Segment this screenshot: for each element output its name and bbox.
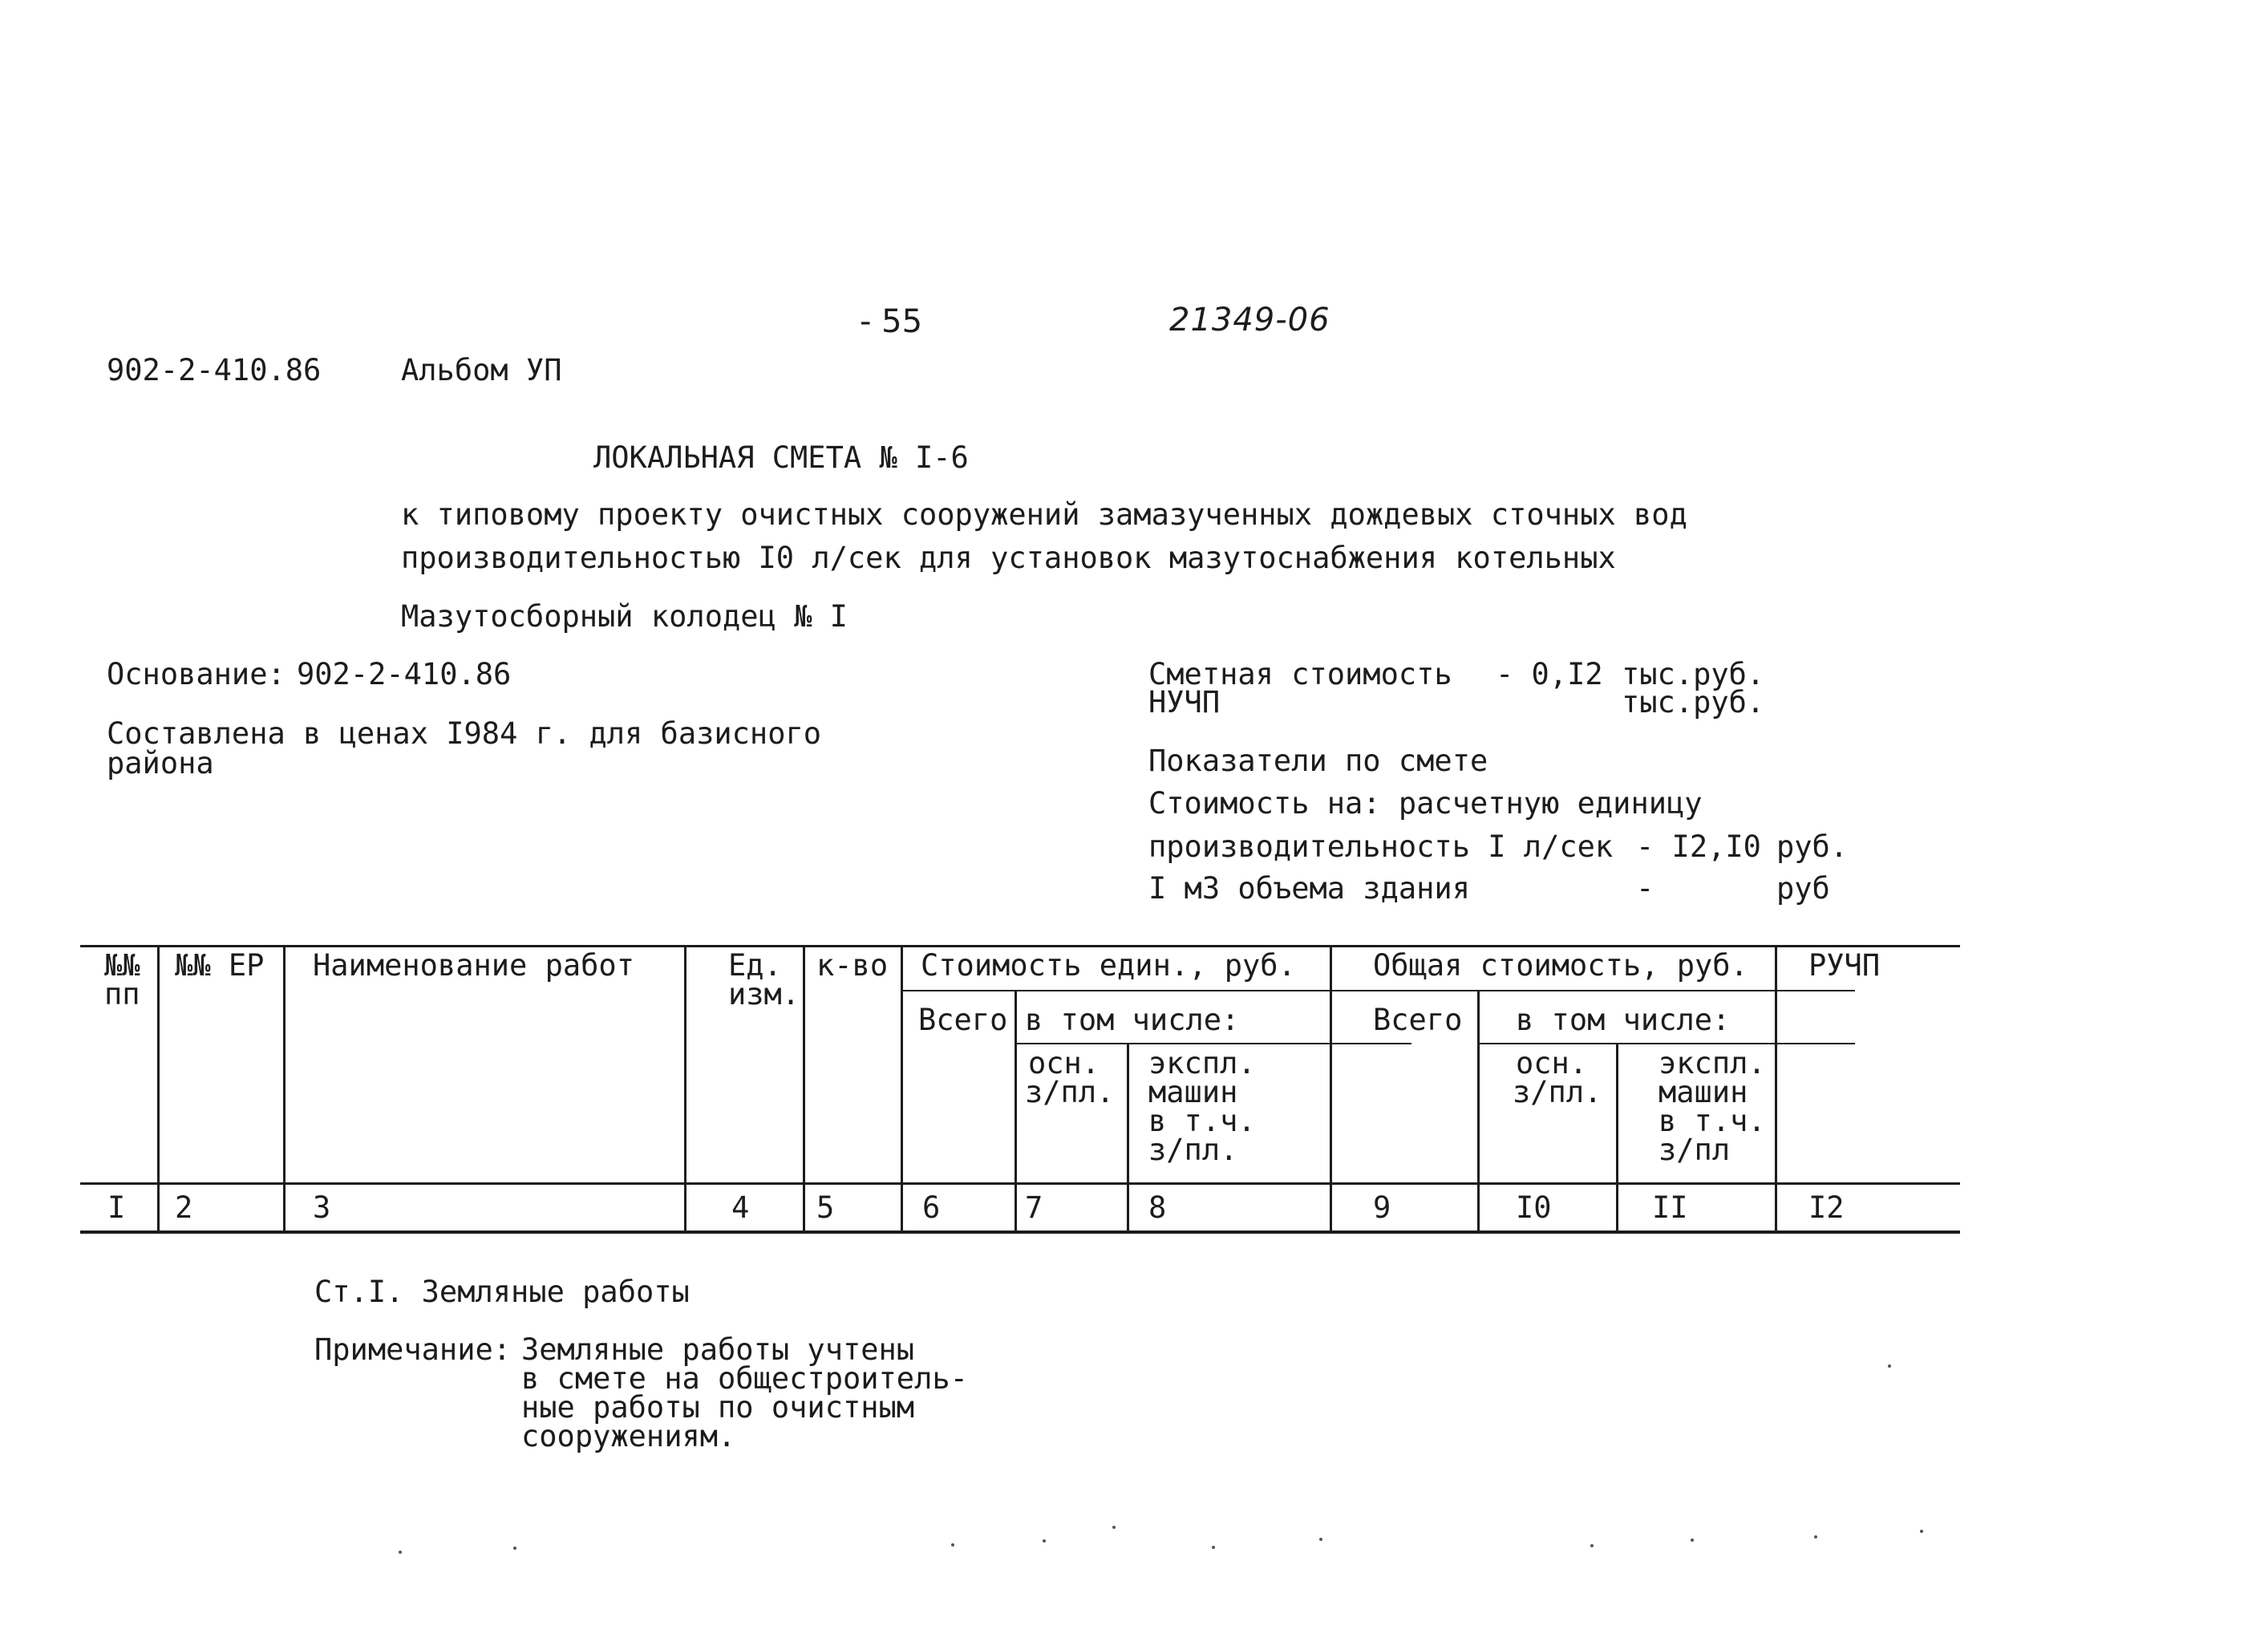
header-work-name: Наименование работ xyxy=(313,948,634,983)
album-label: Альбом УП xyxy=(401,353,562,387)
column-number: I2 xyxy=(1808,1190,1845,1225)
title-line-1: к типовому проекту очистных сооружений замазученных дождевых сточных вод xyxy=(401,497,1687,532)
estimate-table-header xyxy=(80,945,1960,1238)
volume-value: - xyxy=(1636,871,1654,906)
header-machine-1-line3: в т.ч. xyxy=(1148,1104,1256,1138)
column-number: 3 xyxy=(313,1190,331,1225)
scan-speck xyxy=(1043,1539,1046,1543)
rule-incl-1 xyxy=(1015,1043,1411,1044)
col-divider xyxy=(901,945,903,1234)
header-machine-1-line1: экспл. xyxy=(1148,1046,1256,1080)
column-number: 6 xyxy=(922,1190,941,1225)
column-number: 4 xyxy=(731,1190,750,1225)
header-base-wage-1-line1: осн. xyxy=(1028,1046,1100,1080)
scan-speck xyxy=(951,1543,954,1547)
rule-table-bottom xyxy=(80,1230,1960,1234)
section-title: Ст.I. Земляные работы xyxy=(314,1275,690,1309)
estimate-cost-value: - 0,I2 xyxy=(1496,657,1603,691)
column-number: 9 xyxy=(1373,1190,1391,1225)
header-ruchp: РУЧП xyxy=(1808,948,1881,983)
scan-speck xyxy=(399,1551,402,1554)
header-total-cost: Общая стоимость, руб. xyxy=(1373,948,1748,983)
col-divider xyxy=(283,945,286,1234)
header-num-line2: пп xyxy=(104,977,140,1012)
col-divider xyxy=(1477,990,1480,1234)
prices-line-1: Составлена в ценах I984 г. для базисного xyxy=(107,716,822,751)
header-machine-2-line2: машин xyxy=(1658,1075,1748,1109)
column-number: 8 xyxy=(1148,1190,1167,1225)
title-line-2: производительностью I0 л/сек для установок мазутоснабжения котельных xyxy=(401,541,1616,575)
capacity-value: - I2,I0 xyxy=(1636,829,1761,864)
nuchp-unit: тыс.руб. xyxy=(1622,685,1765,720)
column-number: 7 xyxy=(1025,1190,1043,1225)
capacity-label: производительность I л/сек xyxy=(1148,829,1614,864)
column-number: I0 xyxy=(1516,1190,1552,1225)
col-divider xyxy=(1015,990,1017,1234)
scan-speck xyxy=(513,1547,516,1550)
header-base-wage-2-line1: осн. xyxy=(1516,1046,1588,1080)
column-number: II xyxy=(1652,1190,1688,1225)
scan-speck xyxy=(1212,1546,1215,1549)
col-divider xyxy=(1330,945,1332,1234)
volume-label: I м3 объема здания xyxy=(1148,871,1470,906)
header-unit-line2: изм. xyxy=(728,977,800,1012)
header-er: №№ ЕР xyxy=(175,948,265,983)
basis-label: Основание: xyxy=(107,657,286,691)
column-number: 2 xyxy=(175,1190,193,1225)
header-num-line1: №№ xyxy=(104,948,140,983)
header-base-wage-1-line2: з/пл. xyxy=(1025,1075,1115,1109)
header-base-wage-2-line2: з/пл. xyxy=(1513,1075,1602,1109)
table-top-rule xyxy=(80,945,1960,947)
estimate-cost-unit: тыс.руб. xyxy=(1622,657,1765,691)
header-machine-2-line1: экспл. xyxy=(1658,1046,1766,1080)
col-divider xyxy=(1775,945,1777,1234)
object-name: Мазутосборный колодец № I xyxy=(401,599,848,634)
scan-speck xyxy=(1691,1539,1694,1542)
column-number: I xyxy=(107,1190,126,1225)
cost-per-unit-label: Стоимость на: расчетную единицу xyxy=(1148,786,1703,821)
header-quantity: к-во xyxy=(816,948,889,983)
header-machine-1-line4: з/пл. xyxy=(1148,1133,1238,1167)
header-unit-cost: Стоимость един., руб. xyxy=(921,948,1296,983)
estimate-cost-label: Сметная стоимость xyxy=(1148,657,1452,691)
col-divider xyxy=(1127,1043,1129,1234)
rule-group-subheader xyxy=(901,990,1855,991)
header-including-1: в том числе: xyxy=(1025,1003,1240,1037)
note-line: в смете на общестроитель- xyxy=(521,1361,968,1396)
note-line: ные работы по очистным xyxy=(521,1390,915,1425)
header-including-2: в том числе: xyxy=(1516,1003,1731,1037)
capacity-unit: руб. xyxy=(1776,829,1849,864)
note-line: Земляные работы учтены xyxy=(521,1332,915,1367)
header-machine-2-line3: в т.ч. xyxy=(1658,1104,1766,1138)
header-total-2: Всего xyxy=(1373,1003,1463,1037)
note-label: Примечание: xyxy=(314,1332,512,1367)
rule-incl-2 xyxy=(1477,1043,1855,1044)
prices-line-2: района xyxy=(107,746,214,780)
scan-speck xyxy=(1888,1364,1891,1368)
scan-speck xyxy=(1590,1544,1594,1547)
col-divider xyxy=(803,945,805,1234)
column-number: 5 xyxy=(816,1190,835,1225)
rule-header-bottom xyxy=(80,1182,1960,1185)
header-unit-line1: Ед. xyxy=(728,948,782,983)
col-divider xyxy=(157,945,160,1234)
scan-speck xyxy=(1112,1526,1116,1529)
page-number: - 55 xyxy=(860,303,923,340)
volume-unit: руб xyxy=(1776,871,1830,906)
header-machine-2-line4: з/пл xyxy=(1658,1133,1731,1167)
handwritten-archive-number: 21349-06 xyxy=(1169,302,1330,339)
scan-speck xyxy=(1920,1530,1923,1533)
header-total-1: Всего xyxy=(918,1003,1008,1037)
nuchp-label: НУЧП xyxy=(1148,685,1221,720)
indicators-label: Показатели по смете xyxy=(1148,744,1488,778)
scan-speck xyxy=(1814,1535,1817,1539)
header-machine-1-line2: машин xyxy=(1148,1075,1238,1109)
project-code: 902-2-410.86 xyxy=(107,353,322,387)
basis-value: 902-2-410.86 xyxy=(297,657,512,691)
document-heading: ЛОКАЛЬНАЯ СМЕТА № I-6 xyxy=(593,440,969,475)
col-divider xyxy=(684,945,686,1234)
scan-speck xyxy=(1319,1538,1322,1541)
col-divider xyxy=(1616,1043,1618,1234)
note-line: сооружениям. xyxy=(521,1419,736,1453)
